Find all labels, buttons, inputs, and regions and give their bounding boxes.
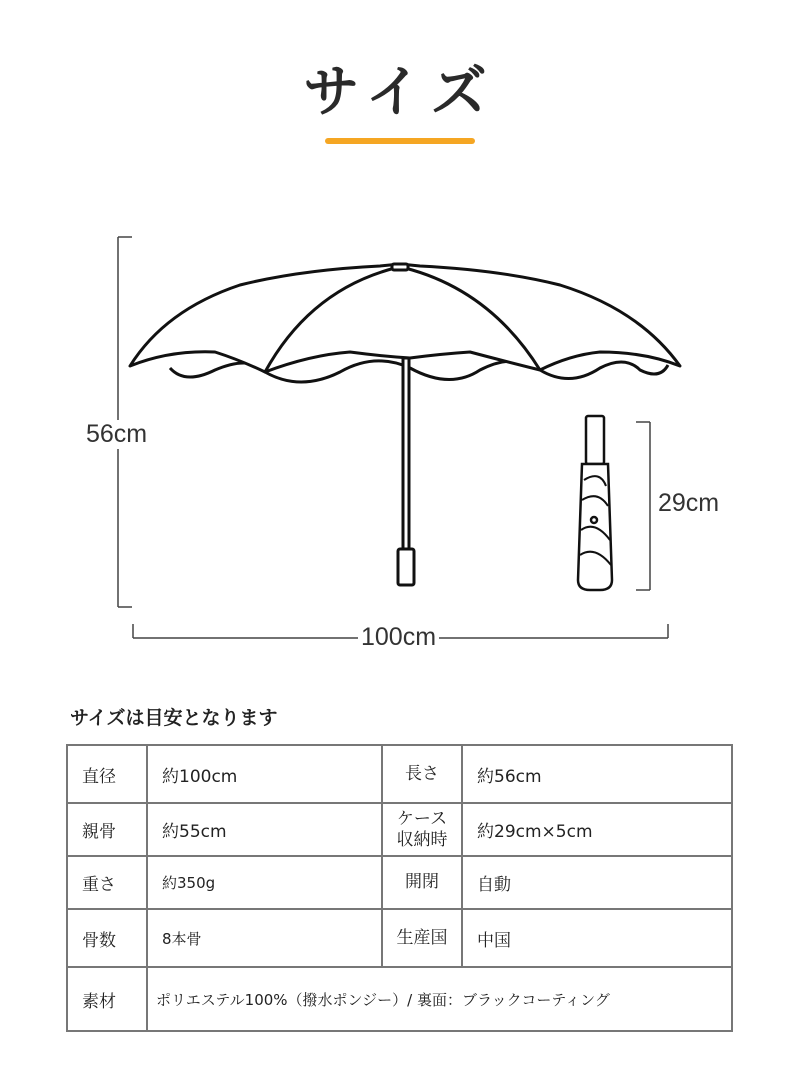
table-row xyxy=(67,856,732,909)
table-row xyxy=(67,967,732,1031)
width-label: 100cm xyxy=(358,623,439,652)
table-row xyxy=(67,803,732,856)
height-label: 56cm xyxy=(86,420,148,448)
size-note: サイズは目安となります xyxy=(70,707,278,729)
folded-umbrella-icon xyxy=(578,416,612,590)
spec-value: 約55cm xyxy=(147,803,382,856)
table-row xyxy=(67,909,732,967)
spec-key: 骨数 xyxy=(67,909,147,967)
spec-table xyxy=(66,744,733,1032)
spec-value: 約100cm xyxy=(147,745,382,803)
folded-length-label: 29cm xyxy=(658,489,720,517)
spec-key: 重さ xyxy=(67,856,147,909)
table-row xyxy=(67,745,732,803)
spec-key: 親骨 xyxy=(67,803,147,856)
spec-value: 8本骨 xyxy=(147,909,382,967)
page-title: サイズ xyxy=(303,60,497,125)
folded-dimension-line xyxy=(636,422,650,590)
spec-value-material: ポリエステル100%（撥水ポンジー）/ 裏面：ブラックコーティング xyxy=(147,967,732,1031)
spec-value: 中国 xyxy=(462,909,732,967)
spec-key: 開閉 xyxy=(382,856,462,909)
spec-key-multiline xyxy=(382,803,462,856)
spec-value: 約29cm×5cm xyxy=(462,803,732,856)
spec-value: 自動 xyxy=(462,856,732,909)
spec-key: 長さ xyxy=(382,745,462,803)
spec-key: 直径 xyxy=(67,745,147,803)
spec-key: 生産国 xyxy=(382,909,462,967)
spec-key-line: ケース xyxy=(396,808,448,829)
spec-key-line: 収納時 xyxy=(396,829,448,850)
spec-value: 約56cm xyxy=(462,745,732,803)
spec-key: 素材 xyxy=(67,967,147,1031)
spec-value: 約350g xyxy=(147,856,382,909)
